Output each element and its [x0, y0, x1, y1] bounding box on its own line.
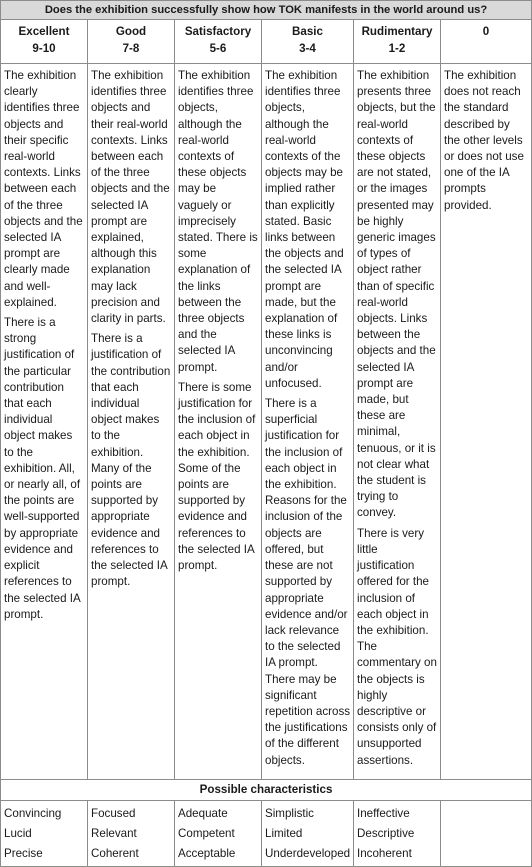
characteristic: Precise: [4, 846, 43, 860]
descriptor-excellent: [1, 64, 88, 780]
level-header-excellent: [1, 20, 88, 64]
characteristic: Coherent: [91, 846, 139, 860]
descriptor-satisfactory: [175, 64, 262, 780]
characteristics-excellent: [1, 800, 88, 866]
title-row: [1, 1, 532, 20]
level-header-row: [1, 20, 532, 64]
characteristic: Simplistic: [265, 806, 314, 820]
level-range: 3-4: [299, 42, 316, 55]
level-range: 1-2: [388, 42, 406, 55]
level-range: 7-8: [122, 42, 140, 55]
level-name: Excellent: [18, 25, 70, 38]
descriptor-basic: [262, 64, 354, 780]
level-header-satisfactory: [175, 20, 262, 64]
level-name: Good: [115, 25, 147, 38]
level-name: 0: [482, 25, 490, 38]
descriptor-paragraph: There is very little justification offered for the inclusion of each object in the exhibition. The commentary on the objects is highly descriptive or consists only of unsupported assertions.: [357, 526, 437, 767]
descriptor-paragraph: The exhibition identifies three objects, although the real-world contexts of the objects may be implied rather than explicitly stated. Basic links between the objects and the selected IA prompt are made, but the explanation of these links is unconvincing and/or unfocused.: [265, 69, 344, 390]
characteristics-basic: [262, 800, 354, 866]
characteristics-rudimentary: [354, 800, 441, 866]
descriptor-paragraph: There is a superficial justification for the inclusion of each object in the exhibition. Reasons for the inclusion of the objects are offered, but these are not supported by appropriate evidence and/or lack relevance to the selected IA prompt. There may be significant repetition across the justifications of the different objects.: [265, 397, 351, 767]
descriptor-paragraph: There is a justification of the contribution that each individual object makes to the exhibition. Many of the points are supported by appropriate evidence and references to the selected IA prompt.: [91, 332, 171, 589]
descriptor-paragraph: The exhibition identifies three objects, although the real-world contexts of these objects may be vaguely or imprecisely stated. There is some explanation of the links between the three objects and the selected IA prompt.: [178, 69, 258, 374]
characteristic: Limited: [265, 826, 303, 840]
characteristic: Incoherent: [357, 846, 412, 860]
level-header-rudimentary: [354, 20, 441, 64]
descriptor-paragraph: There is some justification for the inclusion of each object in the exhibition. Some of the points are supported by evidence and references to the selected IA prompt.: [178, 380, 256, 573]
characteristic: Lucid: [4, 826, 32, 840]
descriptor-paragraph: The exhibition does not reach the standard described by the other levels or does not use one of the IA prompts provided.: [444, 69, 524, 212]
descriptor-paragraph: There is a strong justification of the particular contribution that each individual object makes to the exhibition. All, or nearly all, of the points are well-supported by appropriate evidence and explicit references to the selected IA prompt.: [4, 316, 81, 621]
characteristic: Ineffective: [357, 806, 410, 820]
characteristic: Adequate: [178, 806, 228, 820]
descriptor-paragraph: The exhibition clearly identifies three objects and their specific real-world contexts. Links between each of the three objects and the selected IA prompt are clearly made and well-explained.: [4, 69, 83, 309]
level-header-zero: [441, 20, 532, 64]
level-name: Satisfactory: [184, 25, 252, 38]
characteristics-satisfactory: [175, 800, 262, 866]
descriptor-paragraph: The exhibition identifies three objects and their real-world contexts. Links between each of the three objects and the selected IA prompt are explained, although this explanation may lack precision and clarity in parts.: [91, 69, 170, 326]
characteristic: Underdeveloped: [265, 846, 351, 860]
descriptor-rudimentary: [354, 64, 441, 780]
characteristic: Relevant: [91, 826, 137, 840]
descriptor-paragraph: The exhibition presents three objects, but the real-world contexts of these objects are not stated, or the images presented may be highly generic images of types of object rather than of specific real-world objects. Links between the objects and the selected IA prompt are made, but these are minimal, tenuous, or it is not clear what the student is trying to convey.: [357, 69, 436, 520]
descriptor-good: [88, 64, 175, 780]
level-header-good: [88, 20, 175, 64]
descriptor-zero: [441, 64, 532, 780]
characteristic: Descriptive: [357, 826, 415, 840]
rubric-question: Does the exhibition successfully show how TOK manifests in the world around us?: [1, 1, 532, 20]
level-header-basic: [262, 20, 354, 64]
characteristic: Acceptable: [178, 846, 236, 860]
characteristic: Convincing: [4, 806, 62, 820]
level-name: Rudimentary: [361, 25, 433, 38]
characteristics-good: [88, 800, 175, 866]
characteristics-zero: [441, 800, 532, 866]
level-range: 9-10: [32, 42, 56, 55]
descriptor-row: [1, 64, 532, 780]
possible-characteristics-heading: Possible characteristics: [1, 779, 532, 800]
level-range: 5-6: [209, 42, 227, 55]
characteristics-row: [1, 800, 532, 866]
characteristic: Competent: [178, 826, 235, 840]
characteristics-header-row: [1, 779, 532, 800]
level-name: Basic: [292, 25, 323, 38]
characteristic: Focused: [91, 806, 136, 820]
